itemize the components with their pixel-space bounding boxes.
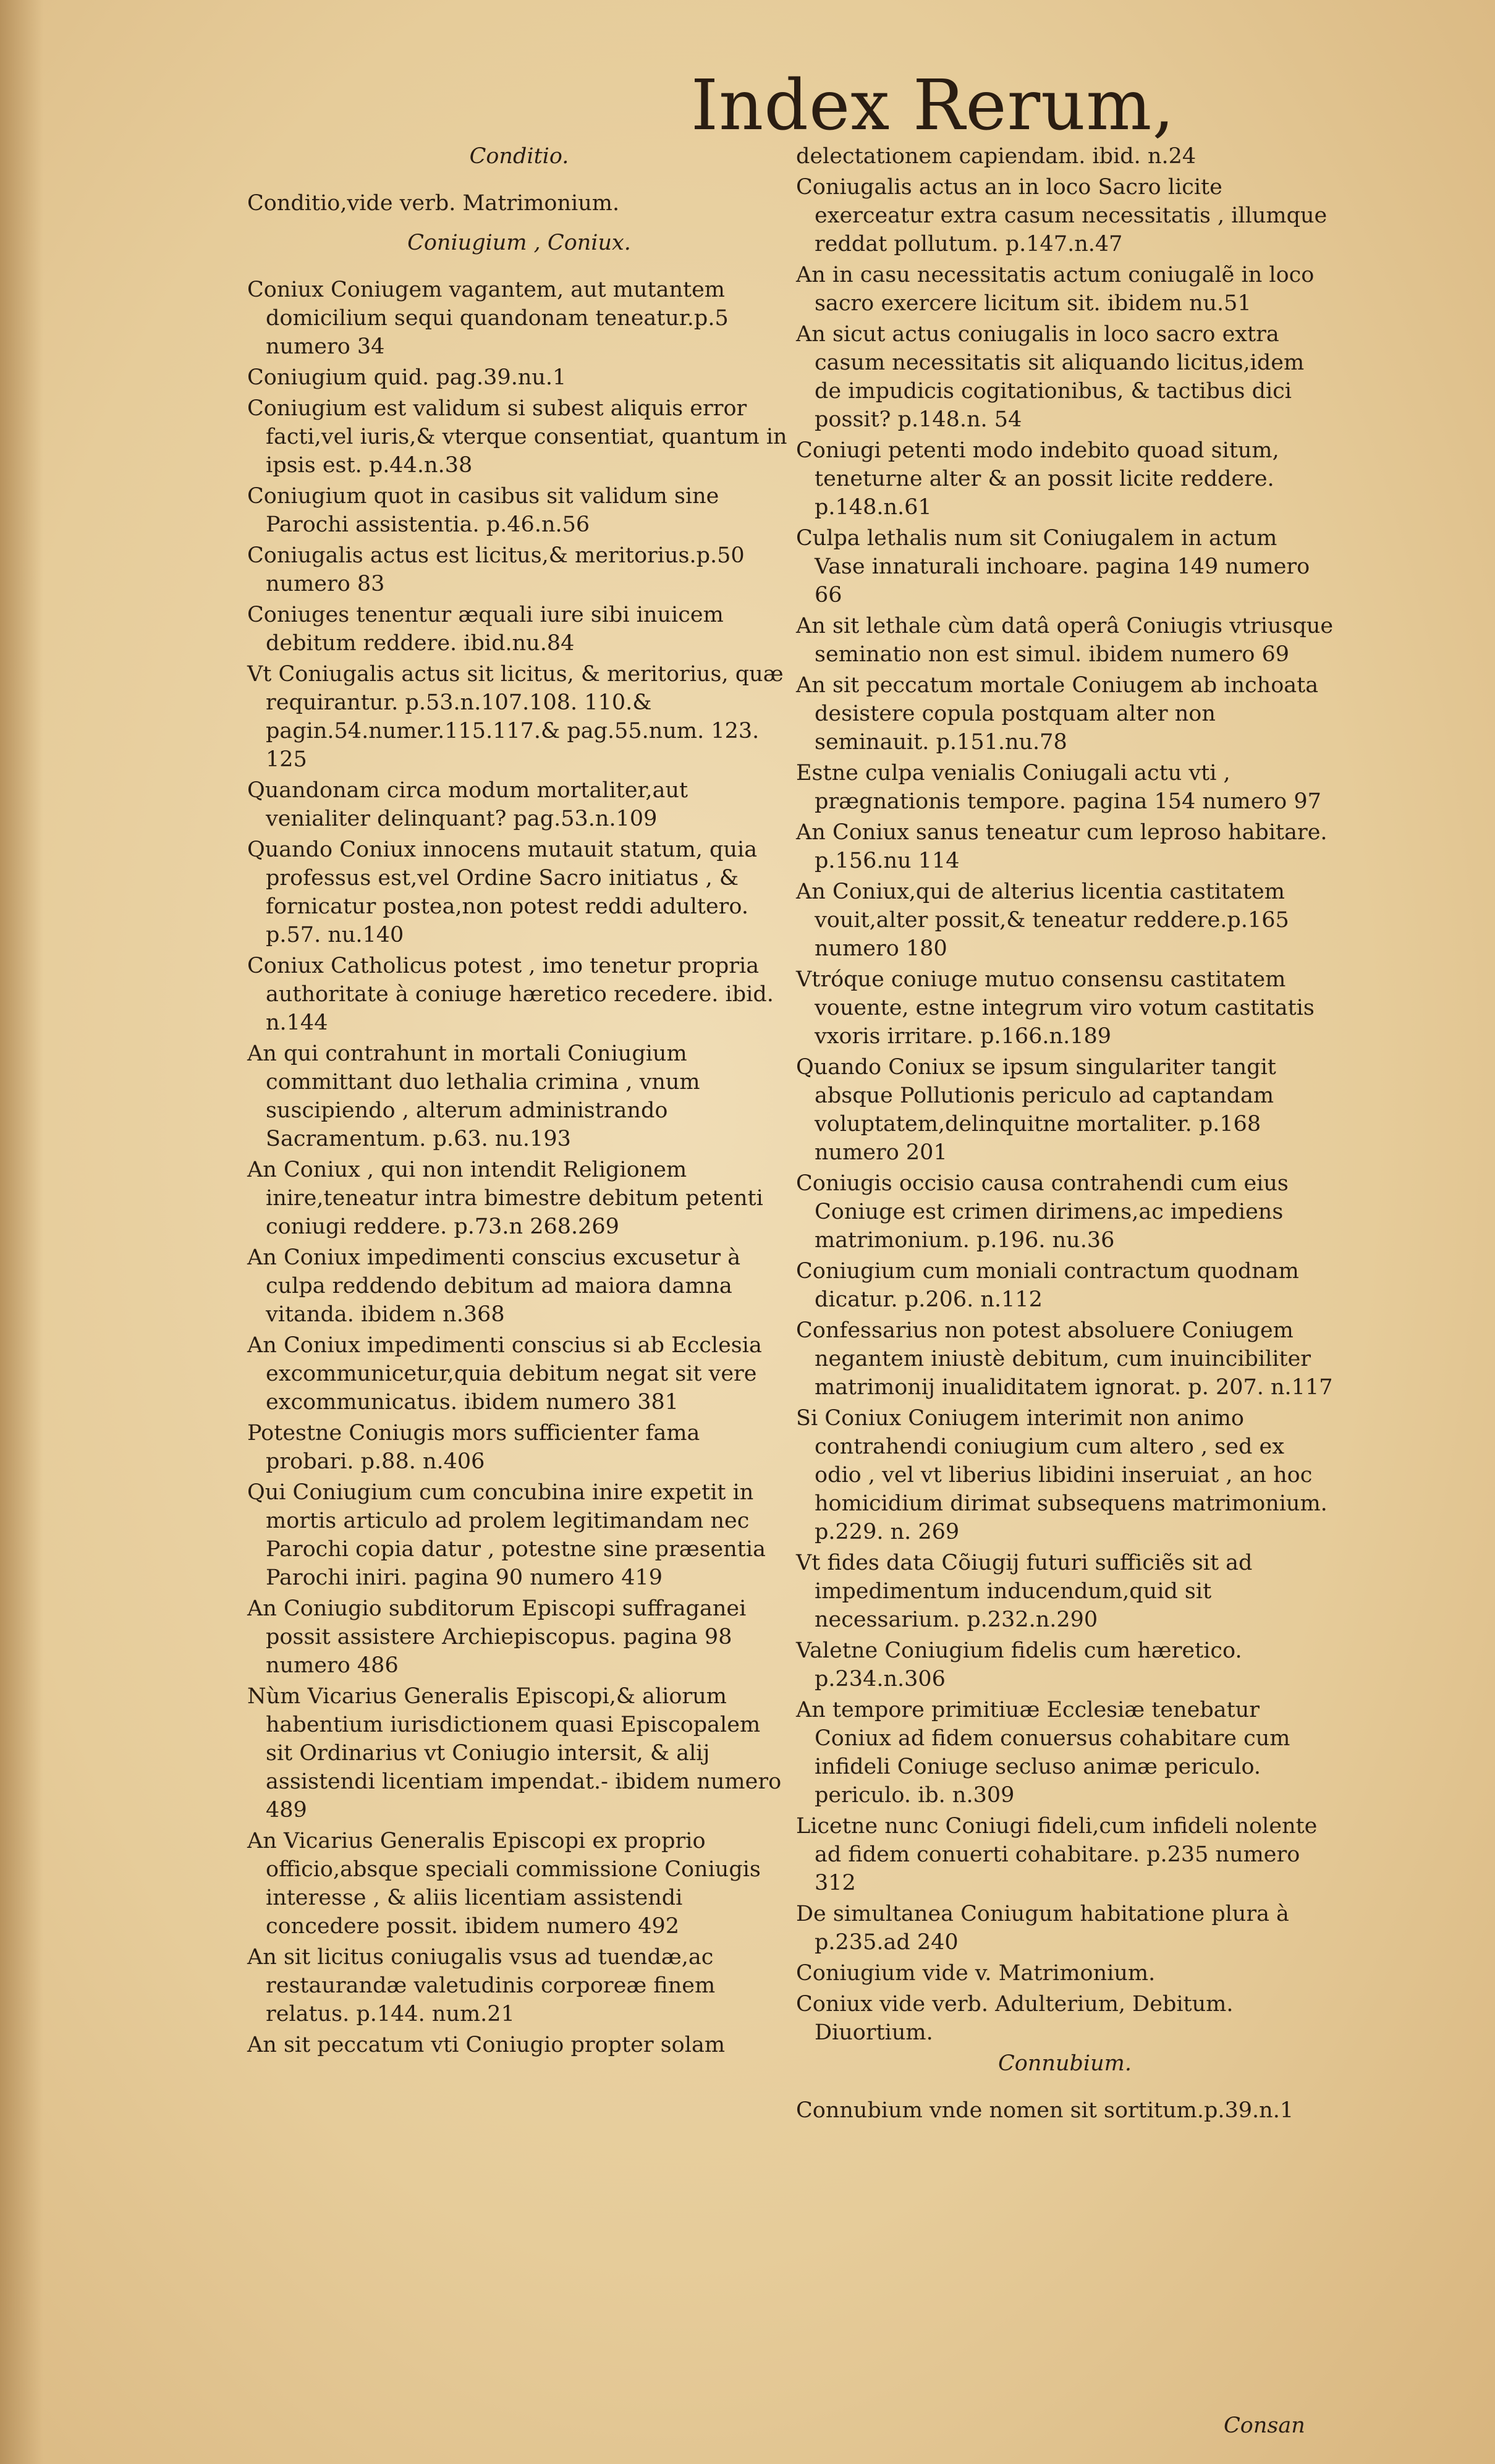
catchword: Consan	[1224, 2413, 1305, 2438]
index-entry: Coniux vide verb. Adulterium, Debitum. Diuortium.	[796, 1992, 1234, 2045]
index-entry: Qui Coniugium cum concubina inire expetit in mortis articulo ad prolem legitimandam nec Parochi copia datur , potestne sine præsentia Parochi iniri. pagina 90 numero 419	[247, 1480, 766, 1590]
index-entry: An in casu necessitatis actum coniugalẽ in loco sacro exercere licitum sit. ibidem nu.51	[796, 263, 1315, 316]
index-entry-continuation: delectationem capiendam. ibid. n.24	[796, 144, 1196, 169]
index-entry: An tempore primitiuæ Ecclesiæ tenebatur Coniux ad fidem conuersus cohabitare cum infideli Coniuge secluso animæ periculo. periculo. ib. n.309	[796, 1698, 1290, 1808]
index-entry: Licetne nunc Coniugi fideli,cum infideli nolente ad fidem conuerti cohabitare. p.235 numero 312	[796, 1814, 1318, 1895]
index-entry: Potestne Coniugis mors sufficienter fama probari. p.88. n.406	[247, 1421, 700, 1474]
index-entry: An sit peccatum mortale Coniugem ab inchoata desistere copula postquam alter non seminauit. p.151.nu.78	[796, 673, 1319, 755]
page-edge-shadow	[0, 0, 43, 2464]
index-entry: Confessarius non potest absoluere Coniugem negantem iniustè debitum, cum inuincibiliter matrimonij inualiditatem ignorat. p. 207. n.117	[796, 1318, 1333, 1400]
index-column-left	[247, 142, 791, 2062]
index-entry: Estne culpa venialis Coniugali actu vti , prægnationis tempore. pagina 154 numero 97	[796, 761, 1321, 814]
index-column-right	[796, 142, 1334, 2127]
index-entry: Vtróque coniuge mutuo consensu castitatem vouente, estne integrum viro votum castitatis vxoris irritare. p.166.n.189	[796, 967, 1315, 1049]
index-entry: Vt Coniugalis actus sit licitus, & meritorius, quæ requirantur. p.53.n.107.108. 110.& pagin.54.numer.115.117.& pag.55.num. 123. 125	[247, 662, 784, 772]
running-header	[0, 66, 1495, 146]
page-title: Index Rerum,	[690, 66, 1175, 146]
index-entry: Coniugium quot in casibus sit validum sine Parochi assistentia. p.46.n.56	[247, 484, 719, 537]
index-entry: Coniux Catholicus potest , imo tenetur propria authoritate à coniuge hæretico recedere. ibid. n.144	[247, 954, 774, 1035]
index-entry: Connubium vnde nomen sit sortitum.p.39.n.1	[796, 2098, 1294, 2123]
index-entry: Quandonam circa modum mortaliter,aut venialiter delinquant? pag.53.n.109	[247, 778, 688, 831]
index-entry: De simultanea Coniugum habitatione plura à p.235.ad 240	[796, 1902, 1289, 1955]
index-entry: Coniugium vide v. Matrimonium.	[796, 1961, 1156, 1986]
index-entry: An Coniux impedimenti conscius excusetur à culpa reddendo debitum ad maiora damna vitanda. ibidem n.368	[247, 1245, 741, 1327]
index-entry: Coniugis occisio causa contrahendi cum eius Coniuge est crimen dirimens,ac impediens matrimonium. p.196. nu.36	[796, 1171, 1289, 1253]
index-entry: Quando Coniux innocens mutauit statum, quia professus est,vel Ordine Sacro initiatus , & fornicatur postea,non potest reddi adultero. p.57. nu.140	[247, 837, 758, 947]
index-entry: Coniugi petenti modo indebito quoad situm, teneturne alter & an possit licite reddere. p.148.n.61	[796, 438, 1279, 520]
index-entry: Conditio,vide verb. Matrimonium.	[247, 191, 620, 216]
index-entry: Coniugalis actus est licitus,& meritorius.p.50 numero 83	[247, 543, 745, 596]
index-entry: An Coniux impedimenti conscius si ab Ecclesia excommunicetur,quia debitum negat sit vere excommunicatus. ibidem numero 381	[247, 1333, 762, 1415]
index-entry: Vt fides data Cõiugij futuri sufficiẽs sit ad impedimentum inducendum,quid sit necessarium. p.232.n.290	[796, 1551, 1253, 1632]
index-entry: Si Coniux Coniugem interimit non animo contrahendi coniugium cum altero , sed ex odio , vel vt liberius libidini inseruiat , an hoc homicidium dirimat subsequens matrimonium. p.229. n. 269	[796, 1406, 1328, 1544]
index-entry: An sit peccatum vti Coniugio propter solam	[247, 2033, 726, 2057]
index-entry: Coniugium est validum si subest aliquis error facti,vel iuris,& vterque consentiat, quantum in ipsis est. p.44.n.38	[247, 396, 787, 478]
index-entry: Coniugium quid. pag.39.nu.1	[247, 365, 567, 390]
index-entry: An Coniux sanus teneatur cum leproso habitare. p.156.nu 114	[796, 820, 1328, 873]
index-entry: Nùm Vicarius Generalis Episcopi,& aliorum habentium iurisdictionem quasi Episcopalem sit Ordinarius vt Coniugio intersit, & alij assistendi licentiam impendat.- ibidem numero 489	[247, 1684, 782, 1823]
index-section-heading: Connubium.	[998, 2051, 1132, 2076]
index-entry: An qui contrahunt in mortali Coniugium committant duo lethalia crimina , vnum suscipiendo , alterum administrando Sacramentum. p.63. nu.193	[247, 1041, 700, 1151]
index-entry: Valetne Coniugium fidelis cum hæretico. p.234.n.306	[796, 1638, 1242, 1691]
index-entry: Coniugalis actus an in loco Sacro licite exerceatur extra casum necessitatis , illumque reddat pollutum. p.147.n.47	[796, 175, 1328, 256]
index-entry: An Coniux,qui de alterius licentia castitatem vouit,alter possit,& teneatur reddere.p.165 numero 180	[796, 879, 1289, 961]
index-entry: Coniuges tenentur æquali iure sibi inuicem debitum reddere. ibid.nu.84	[247, 603, 724, 656]
index-entry: An Coniugio subditorum Episcopi suffraganei possit assistere Archiepiscopus. pagina 98 numero 486	[247, 1596, 747, 1678]
index-entry: Coniugium cum moniali contractum quodnam dicatur. p.206. n.112	[796, 1259, 1299, 1312]
index-entry: Quando Coniux se ipsum singulariter tangit absque Pollutionis periculo ad captandam voluptatem,delinquitne mortaliter. p.168 numero 201	[796, 1055, 1276, 1165]
index-entry: An Coniux , qui non intendit Religionem inire,teneatur intra bimestre debitum petenti coniugi reddere. p.73.n 268.269	[247, 1158, 763, 1239]
index-entry: Coniux Coniugem vagantem, aut mutantem domicilium sequi quandonam teneatur.p.5 numero 34	[247, 277, 729, 359]
index-entry: An Vicarius Generalis Episcopi ex proprio officio,absque speciali commissione Coniugis interesse , & aliis licentiam assistendi concedere possit. ibidem numero 492	[247, 1829, 761, 1939]
index-entry: An sicut actus coniugalis in loco sacro extra casum necessitatis sit aliquando licitus,idem de impudicis cogitationibus, & tactibus dici possit? p.148.n. 54	[796, 322, 1305, 432]
index-entry: An sit lethale cùm datâ operâ Coniugis vtriusque seminatio non est simul. ibidem numero 69	[796, 614, 1334, 667]
index-section-heading: Coniugium , Coniux.	[407, 231, 631, 255]
index-entry: Culpa lethalis num sit Coniugalem in actum Vase innaturali inchoare. pagina 149 numero 66	[796, 526, 1310, 608]
index-entry: An sit licitus coniugalis vsus ad tuendæ,ac restaurandæ valetudinis corporeæ finem relatus. p.144. num.21	[247, 1945, 716, 2026]
index-section-heading: Conditio.	[469, 144, 569, 169]
